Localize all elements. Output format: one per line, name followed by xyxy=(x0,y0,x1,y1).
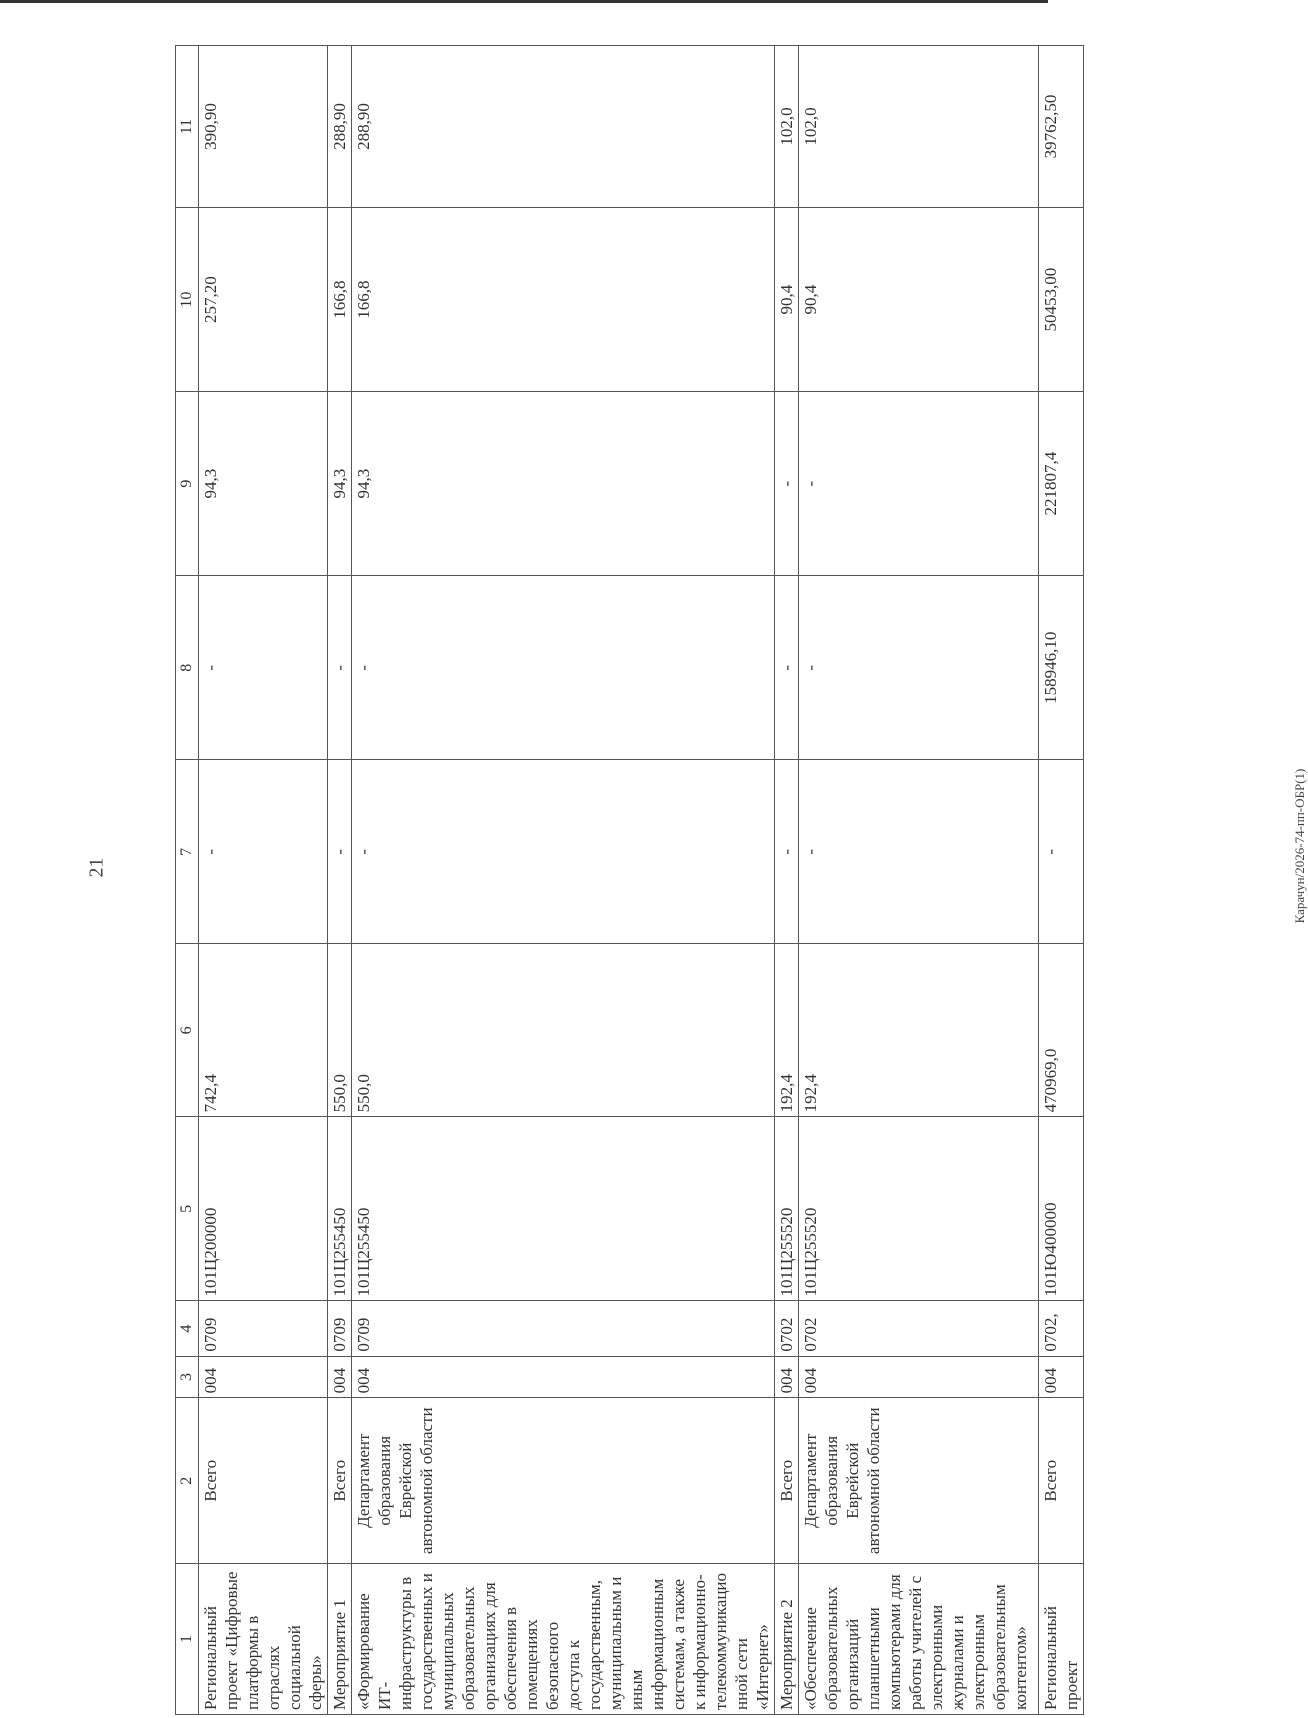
amount-cell: 192,4 xyxy=(775,944,799,1117)
row-title: Мероприятие 2 xyxy=(775,1564,799,1715)
amount-cell: 550,0 xyxy=(352,944,775,1117)
amount-cell: 257,20 xyxy=(199,208,328,392)
amount-cell: 166,8 xyxy=(352,208,775,392)
target-article-code: 101Ц255520 xyxy=(775,1117,799,1301)
amount-cell: - xyxy=(1039,760,1084,944)
col-head: 11 xyxy=(176,46,199,208)
col-head: 8 xyxy=(176,576,199,760)
budget-table-rotated xyxy=(175,45,1081,1715)
section-code: 0709 xyxy=(352,1301,775,1356)
executor-cell: Департамент образования Еврейской автономной области xyxy=(799,1398,1039,1564)
row-title: Региональный проект xyxy=(1039,1564,1084,1715)
table-row xyxy=(799,46,1039,1715)
section-code: 0709 xyxy=(199,1301,328,1356)
scan-top-border xyxy=(0,0,1048,3)
grbs-code: 004 xyxy=(199,1356,328,1398)
section-code: 0702, xyxy=(1039,1301,1084,1356)
target-article-code: 101Ц255450 xyxy=(328,1117,352,1301)
amount-cell: - xyxy=(799,760,1039,944)
amount-cell: 39762,50 xyxy=(1039,46,1084,208)
amount-cell: 192,4 xyxy=(799,944,1039,1117)
col-head: 9 xyxy=(176,392,199,576)
section-code: 0702 xyxy=(775,1301,799,1356)
amount-cell: 221807,4 xyxy=(1039,392,1084,576)
grbs-code: 004 xyxy=(775,1356,799,1398)
amount-cell: - xyxy=(199,576,328,760)
amount-cell: 742,4 xyxy=(199,944,328,1117)
column-number-row xyxy=(176,46,199,1715)
row-title: «Формирование ИТ-инфраструктуры в государственных и муниципальных образовательных организациях для обеспечения в помещениях безопасного доступа к государственным, муниципальным и иным информационным системам, а также к информационно-телекоммуникационной сети «Интернет» xyxy=(352,1564,775,1715)
amount-cell: - xyxy=(352,760,775,944)
section-code: 0709 xyxy=(328,1301,352,1356)
executor-cell: Всего xyxy=(775,1398,799,1564)
budget-table xyxy=(175,45,1084,1715)
amount-cell: 102,0 xyxy=(775,46,799,208)
executor-cell: Всего xyxy=(1039,1398,1084,1564)
row-title: Мероприятие 1 xyxy=(328,1564,352,1715)
amount-cell: 158946,10 xyxy=(1039,576,1084,760)
row-title: «Обеспечение образовательных организаций планшетными компьютерами для работы учителей с электронными журналами и электронным образовательным контентом» xyxy=(799,1564,1039,1715)
amount-cell: 94,3 xyxy=(352,392,775,576)
amount-cell: - xyxy=(799,392,1039,576)
amount-cell: - xyxy=(328,576,352,760)
amount-cell: - xyxy=(328,760,352,944)
amount-cell: - xyxy=(775,576,799,760)
target-article-code: 101Ю400000 xyxy=(1039,1117,1084,1301)
amount-cell: 50453,00 xyxy=(1039,208,1084,392)
table-row xyxy=(328,46,352,1715)
row-title: Региональный проект «Цифровые платформы в отраслях социальной сферы» xyxy=(199,1564,328,1715)
col-head: 1 xyxy=(176,1564,199,1715)
executor-cell: Всего xyxy=(328,1398,352,1564)
amount-cell: 288,90 xyxy=(328,46,352,208)
target-article-code: 101Ц200000 xyxy=(199,1117,328,1301)
amount-cell: 166,8 xyxy=(328,208,352,392)
table-row xyxy=(199,46,328,1715)
grbs-code: 004 xyxy=(1039,1356,1084,1398)
col-head: 2 xyxy=(176,1398,199,1564)
col-head: 6 xyxy=(176,944,199,1117)
amount-cell: 288,90 xyxy=(352,46,775,208)
amount-cell: 550,0 xyxy=(328,944,352,1117)
table-row xyxy=(1039,46,1084,1715)
amount-cell: 94,3 xyxy=(328,392,352,576)
col-head: 10 xyxy=(176,208,199,392)
executor-cell: Всего xyxy=(199,1398,328,1564)
amount-cell: 90,4 xyxy=(799,208,1039,392)
page-number: 21 xyxy=(85,857,108,878)
amount-cell: 94,3 xyxy=(199,392,328,576)
grbs-code: 004 xyxy=(352,1356,775,1398)
section-code: 0702 xyxy=(799,1301,1039,1356)
amount-cell: 90,4 xyxy=(775,208,799,392)
amount-cell: 102,0 xyxy=(799,46,1039,208)
table-row xyxy=(775,46,799,1715)
amount-cell: - xyxy=(775,392,799,576)
amount-cell: 390,90 xyxy=(199,46,328,208)
amount-cell: - xyxy=(775,760,799,944)
grbs-code: 004 xyxy=(328,1356,352,1398)
amount-cell: - xyxy=(199,760,328,944)
table-row xyxy=(352,46,775,1715)
grbs-code: 004 xyxy=(799,1356,1039,1398)
amount-cell: - xyxy=(799,576,1039,760)
target-article-code: 101Ц255450 xyxy=(352,1117,775,1301)
col-head: 4 xyxy=(176,1301,199,1356)
col-head: 7 xyxy=(176,760,199,944)
amount-cell: - xyxy=(352,576,775,760)
document-footer-code: Карачун/2026-74-пп-ОБР(1) xyxy=(1292,768,1307,924)
target-article-code: 101Ц255520 xyxy=(799,1117,1039,1301)
col-head: 5 xyxy=(176,1117,199,1301)
executor-cell: Департамент образования Еврейской автономной области xyxy=(352,1398,775,1564)
amount-cell: 470969,0 xyxy=(1039,944,1084,1117)
col-head: 3 xyxy=(176,1356,199,1398)
